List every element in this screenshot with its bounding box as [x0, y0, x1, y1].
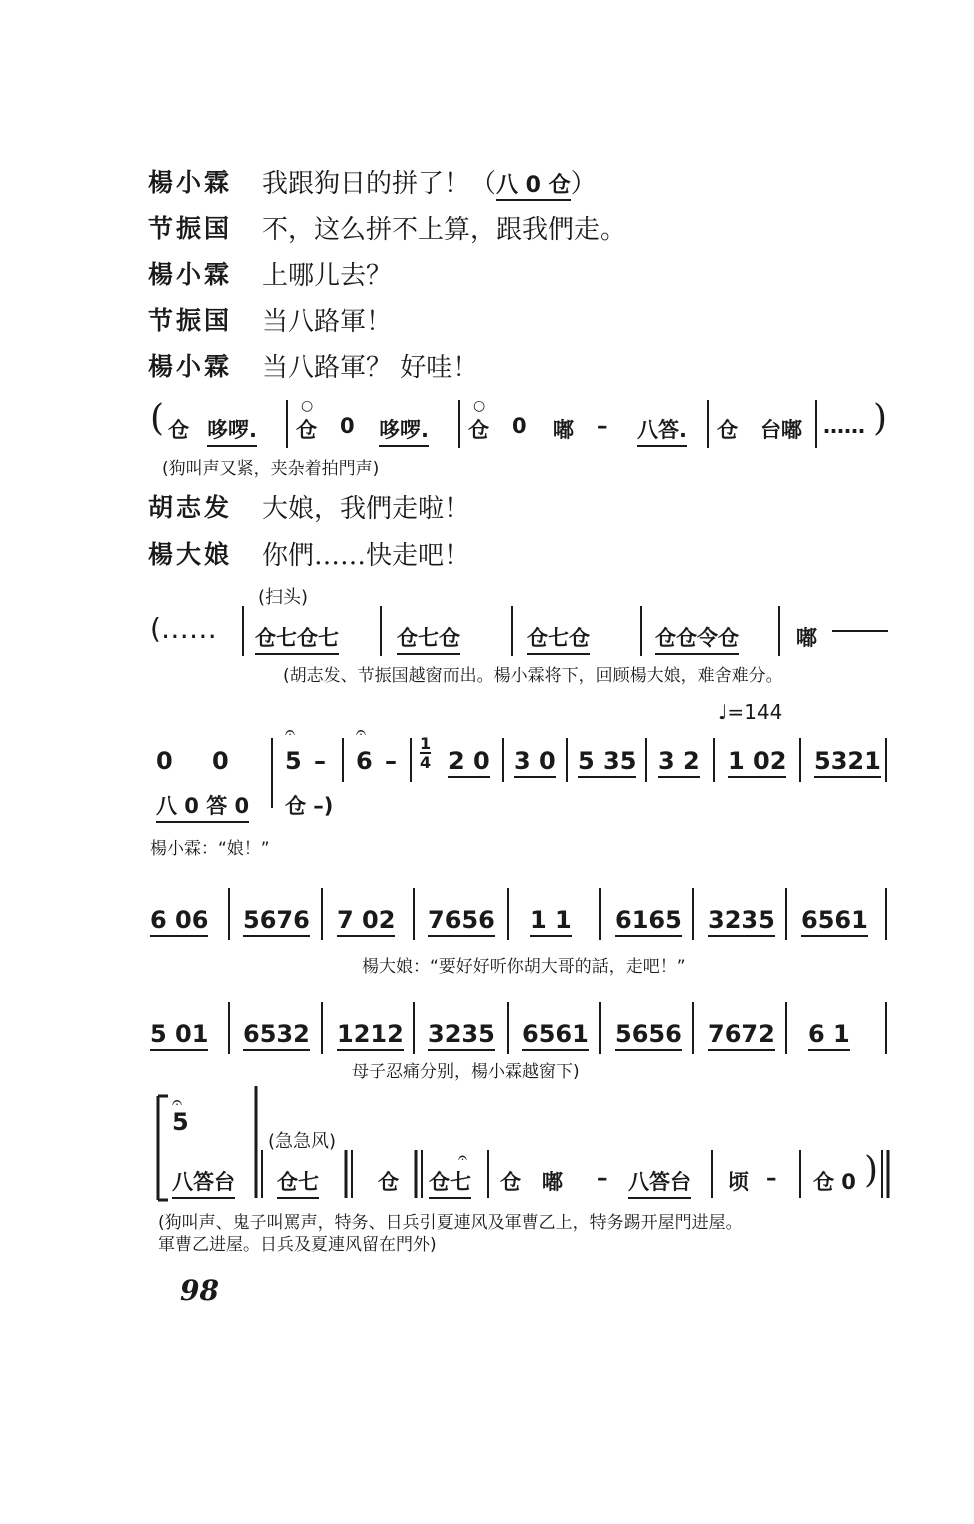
- stage-direction: 母子忍痛分别，楊小霖越窗下): [352, 1062, 580, 1082]
- speaker-name: 楊大娘: [148, 540, 233, 569]
- speaker-name: 楊小霖: [148, 168, 233, 197]
- section-label: (扫头): [258, 587, 309, 608]
- speech-line: 你們……快走吧！: [262, 541, 471, 571]
- score-note: 0: [212, 747, 229, 775]
- perc-token: 顷: [728, 1170, 749, 1194]
- score-note: 6 1: [808, 1020, 850, 1051]
- perc-token: 八答.: [637, 414, 687, 447]
- perc-token: 仓 –): [285, 794, 334, 818]
- perc-token: 0: [512, 414, 527, 438]
- score-note: 3 0: [514, 747, 556, 778]
- perc-token: 八答台: [172, 1166, 235, 1199]
- perc-token: 仓: [296, 418, 317, 442]
- score-note: 7 02: [337, 906, 395, 937]
- score-note: 1 1: [530, 906, 572, 937]
- score-note: 6 06: [150, 906, 208, 937]
- stage-direction: (狗叫声、鬼子叫罵声，特务、日兵引夏連风及軍曹乙上，特务踢开屋門进屋。: [158, 1213, 743, 1233]
- fermata-circle: ○: [473, 398, 486, 414]
- score-note: 2 0: [448, 747, 490, 778]
- fermata-icon: 𝄐: [172, 1092, 183, 1113]
- score-note: 5656: [615, 1020, 682, 1051]
- perc-token: –: [597, 414, 608, 438]
- perc-token: 仓七仓: [397, 622, 460, 655]
- stage-direction: 楊大娘：“要好好听你胡大哥的話，走吧！”: [362, 957, 686, 977]
- perc-token: 仓: [378, 1170, 399, 1194]
- score-note: –: [314, 747, 326, 775]
- perc-token: 哆啰.: [379, 414, 429, 447]
- score-note: 5: [172, 1108, 189, 1136]
- speech-line: 当八路軍！: [262, 307, 393, 337]
- score-note: 7656: [428, 906, 495, 937]
- score-note: 1 02: [728, 747, 786, 778]
- perc-token: 仓七仓七: [255, 622, 339, 655]
- perc-token: 仓: [500, 1170, 521, 1194]
- perc-token: 仓 0: [813, 1170, 856, 1194]
- perc-token: –: [597, 1166, 608, 1190]
- stage-direction: 軍曹乙进屋。日兵及夏連风留在門外): [158, 1235, 437, 1255]
- speaker-name: 胡志发: [148, 493, 233, 522]
- speech-line: 不，这么拼不上算，跟我們走。: [262, 215, 627, 245]
- speaker-name: 节振国: [148, 214, 233, 243]
- score-note: 6532: [243, 1020, 310, 1051]
- speaker-name: 楊小霖: [148, 352, 233, 381]
- speaker-name: 楊小霖: [148, 260, 233, 289]
- speech-line: 当八路軍？ 好哇！: [262, 353, 479, 383]
- score-note: –: [385, 747, 397, 775]
- score-note: 6561: [801, 906, 868, 937]
- page-number: 98: [180, 1274, 219, 1307]
- speech-line: 上哪儿去？: [262, 261, 393, 291]
- perc-token: 仓: [168, 418, 189, 442]
- fermata-icon: 𝄐: [458, 1148, 467, 1167]
- perc-token: 仓: [717, 418, 738, 442]
- score-note: 1212: [337, 1020, 404, 1051]
- score-note: 3 2: [658, 747, 700, 778]
- open-paren: (: [150, 398, 165, 439]
- fermata-icon: 𝄐: [285, 722, 296, 743]
- time-sig-top: 1: [420, 734, 432, 753]
- score-note: 5676: [243, 906, 310, 937]
- perc-token: 仓仓令仓: [655, 622, 739, 655]
- perc-token: 仓七仓: [527, 622, 590, 655]
- perc-token: 台嘟: [760, 418, 802, 442]
- score-note: 6: [356, 747, 373, 775]
- speech-close: ）: [570, 169, 597, 199]
- score-note: 7672: [708, 1020, 775, 1051]
- perc-token: 哆啰.: [207, 414, 257, 447]
- section-label: (急急风): [268, 1131, 337, 1152]
- perc-token: 仓: [468, 418, 489, 442]
- fermata-icon: 𝄐: [356, 722, 367, 743]
- tempo-mark: ♩=144: [718, 700, 783, 724]
- stage-direction: (胡志发、节振国越窗而出。楊小霖将下，回顾楊大娘，难舍难分。: [283, 666, 783, 686]
- score-note: 6561: [522, 1020, 589, 1051]
- perc-token: 仓七: [277, 1166, 319, 1199]
- speech-line: 大娘，我們走啦！: [262, 494, 471, 524]
- time-sig-bottom: 4: [420, 753, 432, 772]
- perc-token: –: [766, 1166, 777, 1190]
- score-note: 3235: [708, 906, 775, 937]
- perc-token: 八答台: [628, 1166, 691, 1199]
- open-paren: (……: [150, 612, 217, 645]
- close-paren: ): [873, 398, 888, 439]
- score-note: 3235: [428, 1020, 495, 1051]
- score-note: 0: [156, 747, 173, 775]
- stage-direction: 楊小霖：“娘！”: [150, 839, 270, 859]
- score-note: 5321: [814, 747, 881, 778]
- perc-token: 嘟: [553, 418, 574, 442]
- score-note: 5 01: [150, 1020, 208, 1051]
- fermata-circle: ○: [301, 398, 314, 414]
- speech-text: 我跟狗日的拼了！（: [262, 169, 497, 199]
- speaker-name: 节振国: [148, 306, 233, 335]
- score-note: 5: [285, 747, 302, 775]
- score-note: 6165: [615, 906, 682, 937]
- perc-token: 嘟: [542, 1170, 563, 1194]
- perc-token: 仓七: [429, 1166, 471, 1199]
- perc-token: 嘟: [796, 626, 817, 650]
- perc-token: 八 0 答 0: [156, 790, 249, 823]
- score-note: 5 35: [578, 747, 636, 778]
- close-paren: ): [864, 1150, 879, 1191]
- perc-token: 0: [340, 414, 355, 438]
- stage-direction: (狗叫声又紧，夹杂着拍門声): [162, 459, 380, 479]
- perc-token: ……: [823, 414, 865, 438]
- inline-percussion: 八 0 仓: [496, 173, 571, 201]
